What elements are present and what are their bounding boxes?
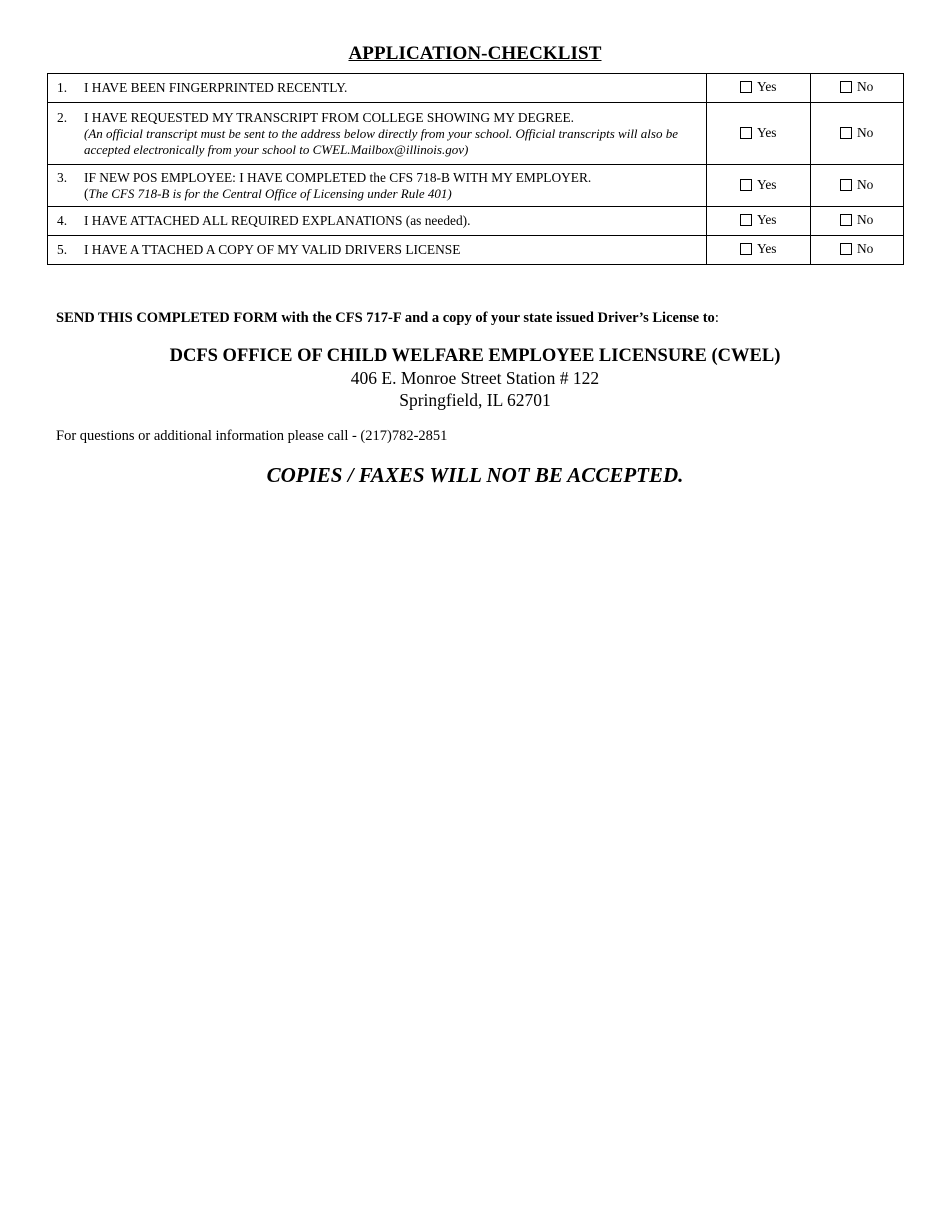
no-checkbox[interactable] — [840, 179, 852, 191]
no-option[interactable] — [811, 165, 904, 207]
yes-option[interactable] — [707, 103, 811, 165]
item-text: I HAVE ATTACHED ALL REQUIRED EXPLANATIONS (as needed). — [84, 213, 471, 228]
item-text: IF NEW POS EMPLOYEE: I HAVE COMPLETED the CFS 718-B WITH MY EMPLOYER. — [84, 169, 592, 185]
checklist-row-1 — [48, 74, 904, 103]
no-checkbox[interactable] — [840, 243, 852, 255]
checklist-item — [48, 165, 707, 207]
yes-option[interactable] — [707, 236, 811, 265]
item-note: The CFS 718-B is for the Central Office of Licensing under Rule 401) — [88, 185, 452, 201]
checklist-item — [48, 74, 707, 103]
yes-checkbox[interactable] — [740, 81, 752, 93]
yes-label: Yes — [757, 79, 777, 94]
yes-option[interactable] — [707, 207, 811, 236]
no-label: No — [857, 241, 874, 256]
item-number: 2. — [57, 109, 68, 125]
office-name: DCFS OFFICE OF CHILD WELFARE EMPLOYEE LICENSURE (CWEL) — [169, 346, 781, 366]
item-note-prefix: ( — [84, 185, 89, 201]
copies-warning: COPIES / FAXES WILL NOT BE ACCEPTED. — [266, 463, 684, 487]
send-instructions — [56, 310, 719, 327]
no-option[interactable] — [811, 236, 904, 265]
item-number: 5. — [57, 242, 68, 257]
no-label: No — [857, 79, 874, 94]
no-option[interactable] — [811, 103, 904, 165]
no-label: No — [857, 212, 874, 227]
yes-checkbox[interactable] — [740, 127, 752, 139]
yes-checkbox[interactable] — [740, 243, 752, 255]
yes-option[interactable] — [707, 165, 811, 207]
item-number: 1. — [57, 80, 68, 95]
no-checkbox[interactable] — [840, 81, 852, 93]
page-title: APPLICATION-CHECKLIST — [348, 43, 602, 64]
questions-contact: For questions or additional information please call - (217)782-2851 — [56, 428, 448, 444]
item-number: 3. — [57, 169, 68, 185]
item-note: (An official transcript must be sent to the address below directly from your school. Official transcripts will also be accepted electronically from your school to CWEL.Mailbox@illinois.gov) — [84, 125, 678, 157]
yes-checkbox[interactable] — [740, 214, 752, 226]
no-option[interactable] — [811, 74, 904, 103]
address-line-1: 406 E. Monroe Street Station # 122 — [350, 368, 600, 388]
yes-label: Yes — [757, 241, 777, 256]
send-instructions-suffix: : — [714, 310, 719, 326]
checklist-row-3 — [48, 165, 904, 207]
checklist-table — [47, 73, 904, 265]
no-option[interactable] — [811, 207, 904, 236]
checklist-row-2 — [48, 103, 904, 165]
no-checkbox[interactable] — [840, 214, 852, 226]
yes-label: Yes — [757, 212, 777, 227]
yes-option[interactable] — [707, 74, 811, 103]
yes-label: Yes — [757, 124, 777, 140]
send-instructions-bold: SEND THIS COMPLETED FORM with the CFS 717-F and a copy of your state issued Driver’s License to — [56, 310, 715, 326]
checklist-item — [48, 236, 707, 265]
address-line-2: Springfield, IL 62701 — [399, 390, 551, 410]
yes-checkbox[interactable] — [740, 179, 752, 191]
item-text: I HAVE BEEN FINGERPRINTED RECENTLY. — [84, 80, 348, 95]
checklist-item — [48, 103, 707, 165]
checklist-row-5 — [48, 236, 904, 265]
item-text: I HAVE A TTACHED A COPY OF MY VALID DRIVERS LICENSE — [84, 242, 461, 257]
checklist-row-4 — [48, 207, 904, 236]
yes-label: Yes — [757, 176, 777, 192]
item-number: 4. — [57, 213, 68, 228]
no-checkbox[interactable] — [840, 127, 852, 139]
no-label: No — [857, 124, 874, 140]
item-text: I HAVE REQUESTED MY TRANSCRIPT FROM COLLEGE SHOWING MY DEGREE. — [84, 109, 575, 125]
no-label: No — [857, 176, 874, 192]
checklist-item — [48, 207, 707, 236]
